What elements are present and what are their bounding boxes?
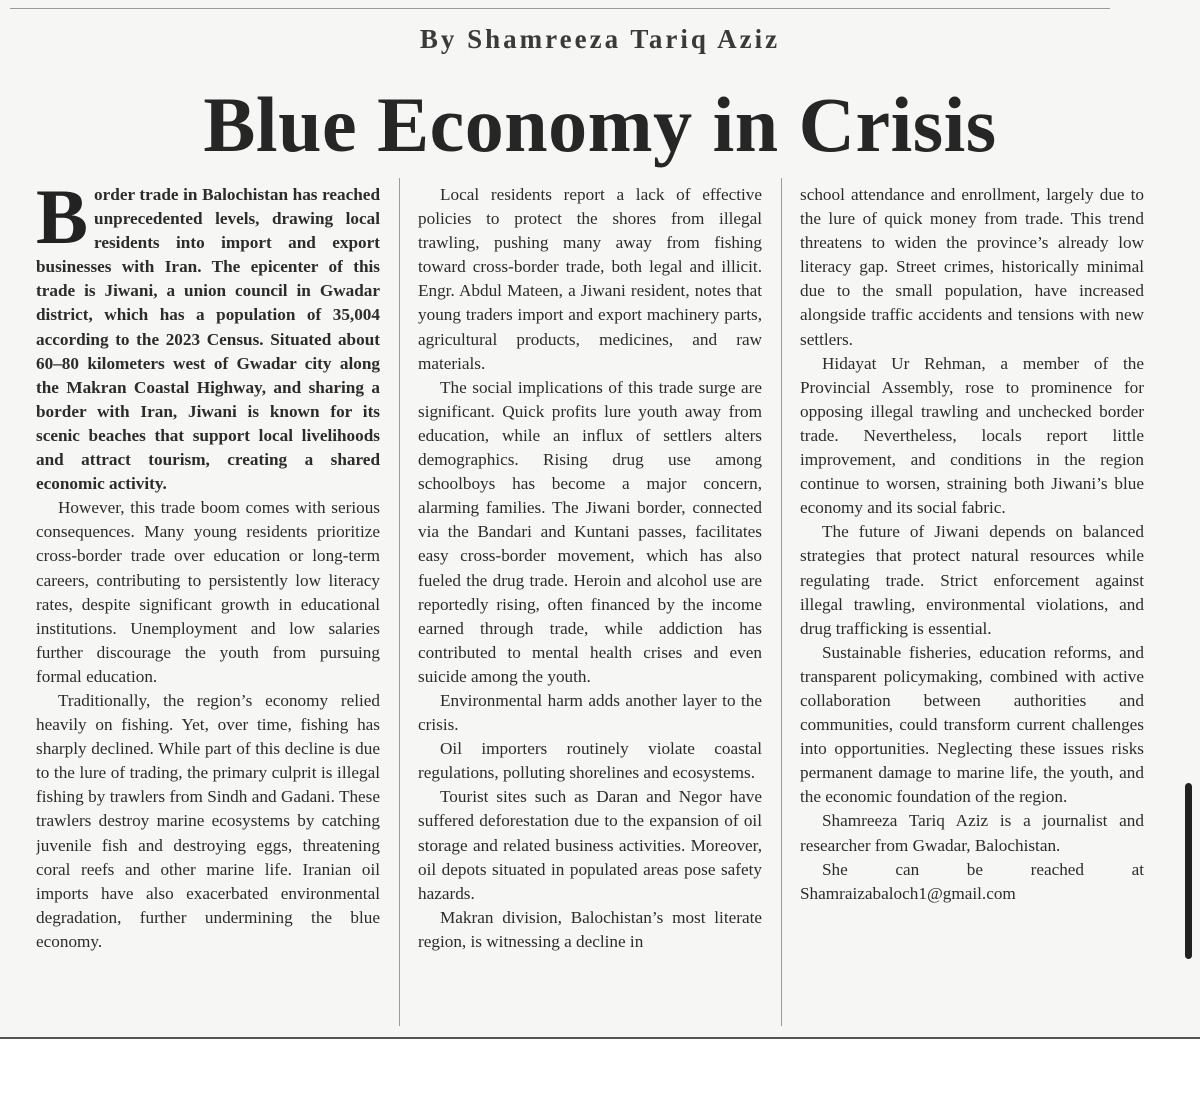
paragraph: The future of Jiwani depends on balanced strategies that protect natural resources while regulating trade. Strict enforcement against illegal trawling, environmental violations, and drug trafficking is essential.: [800, 522, 1144, 638]
article-byline: By Shamreeza Tariq Aziz: [419, 24, 781, 54]
author-contact: She can be reached at Shamraizabaloch1@gmail.com: [800, 859, 1144, 903]
paragraph: Sustainable fisheries, education reforms, and transparent policymaking, combined with active collaboration between authorities and communities, could transform current challenges into opportunities. Neglecting these issues risks permanent damage to marine life, the youth, and the economic foundation of the region.: [800, 642, 1144, 807]
article-body: [36, 183, 1146, 1028]
lead-text: order trade in Balochistan has reached unprecedented levels, drawing local residents into import and export businesses with Iran. The epicenter of this trade is Jiwani, a union council in Gwadar district, which has a population of 35,004 according to the 2023 Census. Situated about 60–80 kilometers west of Gwadar city along the Makran Coastal Highway, and sharing a border with Iran, Jiwani is known for its scenic beaches that support local livelihoods and attract tourism, creating a shared economic activity.: [36, 185, 380, 494]
paragraph: Hidayat Ur Rehman, a member of the Provincial Assembly, rose to prominence for opposing illegal trawling and unchecked border trade. Nevertheless, locals report little improvement, and conditions in the region continue to worsen, straining both Jiwani’s blue economy and its social fabric.: [800, 353, 1144, 518]
article-headline: Blue Economy in Crisis: [203, 81, 997, 168]
paragraph: The social implications of this trade surge are significant. Quick profits lure youth away from education, while an influx of settlers alters demographics. Rising drug use among schoolboys has become a major concern, alarming families. The Jiwani border, connected via the Bandari and Kuntani passes, facilitates easy cross-border movement, which has also fueled the drug trade. Heroin and alcohol use are reportedly rising, often financed by the income earned through trade, while addiction has contributed to mental health crises and even suicide among the youth.: [418, 377, 762, 686]
paragraph: Oil importers routinely violate coastal regulations, polluting shorelines and ecosystems.: [418, 739, 762, 783]
paragraph: Tourist sites such as Daran and Negor have suffered deforestation due to the expansion of oil storage and related business activities. Moreover, oil depots situated in populated areas pose safety hazards.: [418, 787, 762, 903]
author-bio: Shamreeza Tariq Aziz is a journalist and researcher from Gwadar, Balochistan.: [800, 811, 1144, 855]
paragraph: Makran division, Balochistan’s most literate region, is witnessing a decline in: [418, 907, 762, 951]
article-column-2: [418, 183, 762, 1028]
paragraph: However, this trade boom comes with serious consequences. Many young residents prioritize cross-border trade over education or long-term careers, contributing to persistently low literacy rates, despite significant growth in educational institutions. Unemployment and low salaries further discourage the youth from pursuing formal education.: [36, 498, 380, 686]
lead-paragraph: [36, 183, 380, 496]
article-column-3: [800, 183, 1144, 1028]
blank-margin: [0, 1039, 1200, 1093]
scrollbar-thumb[interactable]: [1185, 783, 1192, 959]
drop-cap: B: [36, 183, 89, 260]
paragraph: Environmental harm adds another layer to the crisis.: [418, 690, 762, 735]
article-column-1: [36, 183, 380, 1028]
top-rule: [10, 8, 1110, 9]
paragraph: school attendance and enrollment, largely due to the lure of quick money from trade. This trend threatens to widen the province’s already low literacy gap. Street crimes, historically minimal due to the small population, have increased alongside traffic accidents and tensions with new settlers.: [800, 185, 1144, 349]
paragraph: Traditionally, the region’s economy relied heavily on fishing. Yet, over time, fishing has sharply declined. While part of this decline is due to the lure of trading, the primary culprit is illegal fishing by trawlers from Sindh and Gadani. These trawlers destroy marine ecosystems by catching juvenile fish and destroying eggs, threatening coral reefs and other marine life. Iranian oil imports have also exacerbated environmental degradation, further undermining the blue economy.: [36, 690, 380, 951]
paragraph: Local residents report a lack of effective policies to protect the shores from illegal trawling, pushing many away from fishing toward cross-border trade, both legal and illicit. Engr. Abdul Mateen, a Jiwani resident, notes that young traders import and export machinery parts, agricultural products, medicines, and raw materials.: [418, 185, 762, 373]
